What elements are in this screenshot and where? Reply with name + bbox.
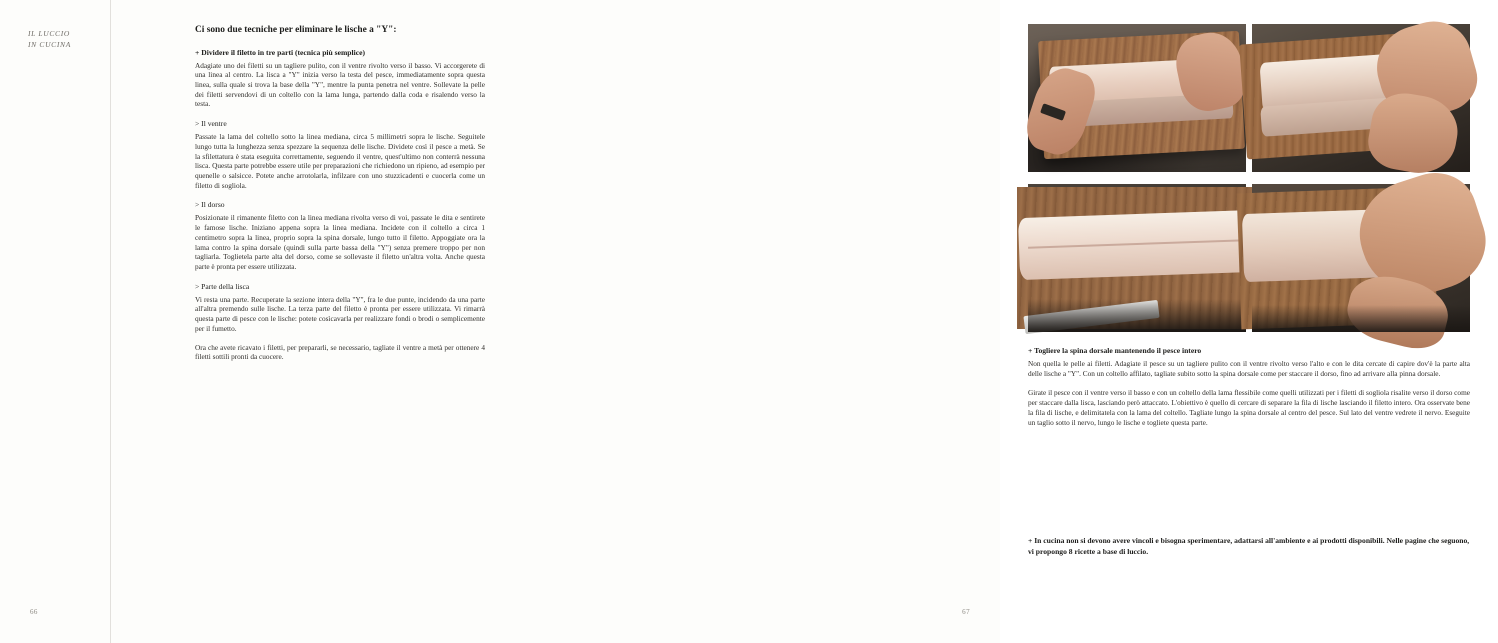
photo-hand-on-fillet-bottom-right [1252, 184, 1470, 332]
page-title: Ci sono due tecniche per eliminare le lische a "Y": [195, 25, 397, 35]
photo-pike-fillet-on-board-top-left [1028, 24, 1246, 172]
folio-left: 66 [30, 608, 38, 616]
section-paragraph: Passate la lama del coltello sotto la linea mediana, circa 5 millimetri sopra le lische. Seguitele lungo tutta la lunghezza senza spezzare la sequenza delle lische. Dividete così il pesce a metà. Se la sfilettatura è stata eseguita correttamente, seguendo il ventre, quest'ultimo non conterrà nessuna lisca. Questa parte potrebbe essere utile per preparazioni che richiedono un ripieno, ad esempio per quenelle o salsicce. Potete anche arrotolarla, infilzare con uno stuzzicadenti e cuocerla come un filetto di sogliola. [195, 132, 485, 190]
closing-note [1028, 536, 1470, 567]
folio-right: 67 [962, 608, 970, 616]
section-paragraph: Girate il pesce con il ventre verso il basso e con un coltello della lama flessibile come quelli utilizzati per i filetti di sogliola risalite verso il dorso come per staccare dalla lisca, lasciando però attaccato. L'obiettivo è quello di cercare di separare la fila di lische lasciando il filetto intero. Ora osservate bene la fila di lische, e delimitatela con la lama del coltello. Tagliate lungo la spina dorsale al centro del pesce. Sul lato del ventre vedrete il nervo. Eseguite un taglio sotto il nervo, lungo le lische e togliete questa parte. [1028, 388, 1470, 427]
section-paragraph: Adagiate uno dei filetti su un tagliere pulito, con il ventre rivolto verso il basso. Vi accorgerete di una linea al centro. La lisca a "Y" inizia verso la testa del pesce, immediatamente sopra questa linea, sulla quale si trova la base della "Y", mentre la punta penetra nel ventre. Sollevate la pelle dei filetti servendovi di un coltello con la lama lunga, partendo dalla coda e risalendo verso la testa. [195, 60, 485, 109]
section-il-ventre [195, 119, 485, 190]
section-heading: + Dividere il filetto in tre parti (tecnica più semplice) [195, 47, 366, 57]
section-il-dorso [195, 200, 485, 271]
section-togliere-spina-dorsale [1028, 346, 1470, 427]
section-heading: > Il dorso [195, 200, 225, 210]
section-paragraph: Non quella le pelle ai filetti. Adagiate il pesce su un tagliere pulito con il ventre rivolto verso l'alto e con le dita cercate di capire dov'è la parte alta delle lische a "Y". Con un coltello affilato, tagliate subito sotto la spina dorsale come per staccare il dorso, fino ad arrivare alla pinna dorsale. [1028, 358, 1470, 378]
section-parte-della-lisca [195, 282, 485, 362]
section-paragraph: Vi resta una parte. Recuperate la sezione intera della "Y", fra le due punte, incidendo da una parte all'altra premendo sulle lische. La terza parte del filetto è pronta per essere utilizzata. Vi rimarrà questa parte di pesce con le lische: potete cosìcavarla per realizzare fondi o brodi o semplicemente per il fumetto. [195, 294, 485, 333]
section-dividere-filetto [195, 48, 485, 110]
photo-fillet-closeup-with-knife-bottom-left [1028, 184, 1246, 332]
section-paragraph-final: Ora che avete ricavato i filetti, per prepararli, se necessario, tagliate il ventre a metà per ottenere 4 filetti sottili pronti da cuocere. [195, 342, 485, 362]
left-text-column [195, 24, 485, 372]
left-page [0, 0, 500, 643]
section-heading: > Parte della lisca [195, 281, 250, 291]
right-text-column [1028, 346, 1470, 437]
closing-paragraph: + In cucina non si devono avere vincoli e bisogna sperimentare, adattarsi all'ambiente e ai prodotti disponibili. Nelle pagine che seguono, vi propongo 8 ricette a base di luccio. [1028, 536, 1470, 556]
section-heading: > Il ventre [195, 119, 227, 129]
section-paragraph: Posizionate il rimanente filetto con la linea mediana rivolta verso di voi, passate le dita e sentirete le famose lische. Iniziano appena sopra la linea mediana. Incidete con il coltello a circa 1 centimetro sopra la linea, proprio sopra la spina dorsale, lungo tutto il filetto. Appoggiate ora la lama contro la spina dorsale (quindi sulla parte bassa della "Y") senza premere troppo per non tagliarla. Toglietela parte alta del dorso, come se sollevaste il filetto un'altra volta. Anche questa parte è pronta per essere utilizzata. [195, 213, 485, 272]
section-heading: + Togliere la spina dorsale mantenendo il pesce intero [1028, 346, 1202, 355]
running-head-line-1: IL LUCCIO [28, 29, 70, 38]
running-head-line-2: IN CUCINA [28, 40, 71, 50]
running-head [28, 28, 98, 51]
right-page [500, 0, 1470, 643]
photo-hands-holding-fillet-top-right [1252, 24, 1470, 172]
